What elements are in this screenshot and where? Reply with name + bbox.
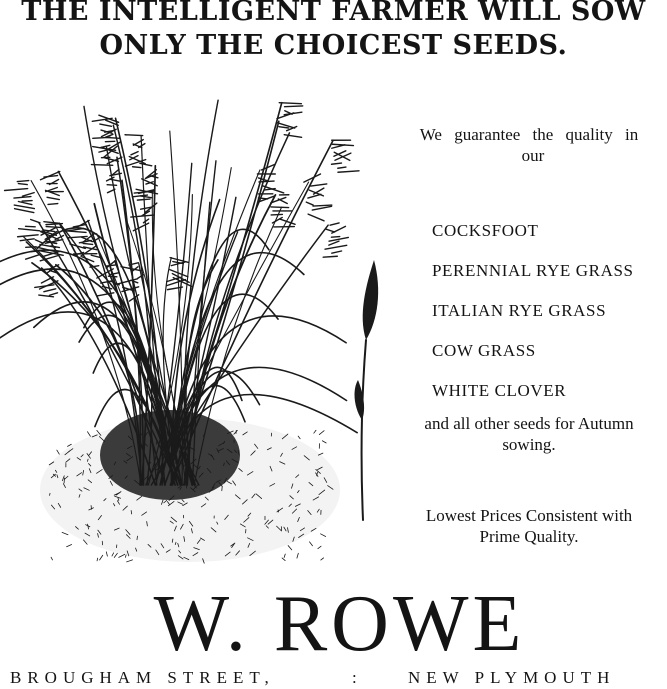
merchant-name: W. ROWE	[153, 580, 526, 668]
other-seeds-line-1: and all other seeds for Autumn	[424, 414, 634, 433]
address-town: NEW PLYMOUTH	[408, 668, 616, 687]
other-seeds-text	[393, 413, 665, 455]
address-line	[0, 667, 667, 689]
guarantee-line-1: We guarantee the quality in	[419, 125, 639, 144]
prices-line-2: Prime Quality.	[479, 527, 579, 546]
prices-line-1: Lowest Prices Consistent with	[425, 506, 633, 525]
grass-tuft-art	[0, 100, 378, 563]
grass-illustration	[0, 90, 390, 590]
seed-item-cocksfoot: COCKSFOOT	[432, 221, 539, 240]
address-separator: :	[352, 668, 363, 687]
other-seeds-line-2: sowing.	[502, 435, 556, 454]
guarantee-line-2: our	[521, 146, 545, 165]
address-street: BROUGHAM STREET,	[10, 668, 275, 687]
guarantee-text	[393, 124, 665, 166]
prices-text	[393, 505, 665, 547]
seed-item-cow-grass: COW GRASS	[432, 341, 536, 360]
seed-item-perennial-rye-grass: PERENNIAL RYE GRASS	[432, 261, 634, 280]
seed-list	[432, 211, 667, 411]
headline-line-2: ONLY THE CHOICEST SEEDS.	[99, 30, 568, 61]
seed-item-italian-rye-grass: ITALIAN RYE GRASS	[432, 301, 607, 320]
seed-item-white-clover: WHITE CLOVER	[432, 381, 567, 400]
headline-line-1: THE INTELLIGENT FARMER WILL SOW	[21, 0, 646, 27]
